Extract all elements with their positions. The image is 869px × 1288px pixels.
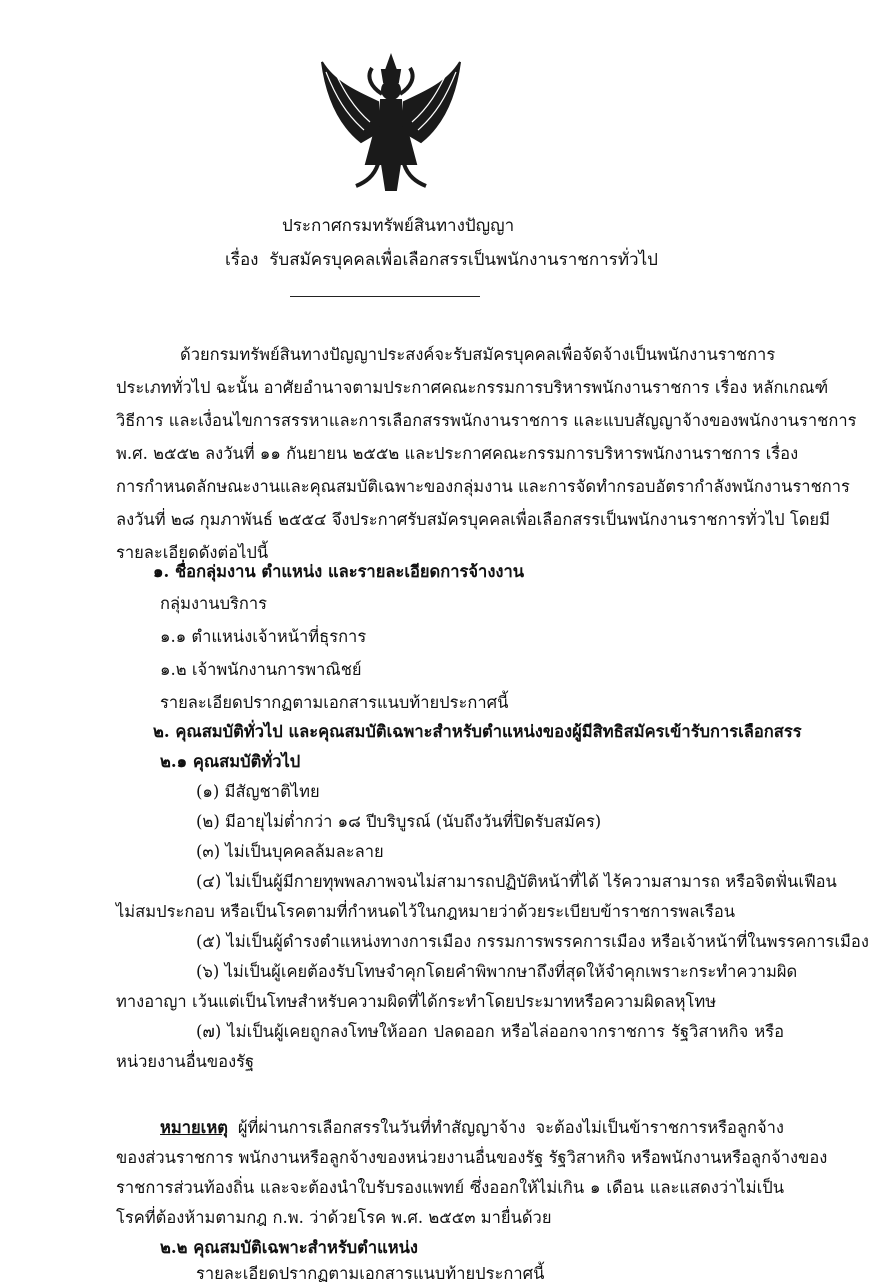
section2-sub2: ๒.๒ คุณสมบัติเฉพาะสำหรับตำแหน่ง — [160, 1238, 418, 1257]
intro-line: วิธีการ และเงื่อนไขการสรรหาและการเลือกสรรพนักงานราชการ และแบบสัญญาจ้างของพนักงานราชการ — [116, 411, 857, 430]
note-line: โรคที่ต้องห้ามตามกฎ ก.พ. ว่าด้วยโรค พ.ศ. ๒๕๕๓ มายื่นด้วย — [116, 1208, 552, 1227]
note-line: ราชการส่วนท้องถิ่น และจะต้องนำใบรับรองแพทย์ ซึ่งออกให้ไม่เกิน ๑ เดือน และแสดงว่าไม่เป็น — [116, 1178, 784, 1197]
note-line — [160, 1118, 784, 1138]
section1-detail: รายละเอียดปรากฏตามเอกสารแนบท้ายประกาศนี้ — [160, 693, 509, 712]
qualification-item: (๕) ไม่เป็นผู้ดำรงตำแหน่งทางการเมือง กรรมการพรรคการเมือง หรือเจ้าหน้าที่ในพรรคการเมือง — [196, 932, 869, 951]
qualification-item-cont: หน่วยงานอื่นของรัฐ — [116, 1052, 255, 1071]
section1-item: ๑.๒ เจ้าพนักงานการพาณิชย์ — [160, 660, 362, 679]
intro-line: พ.ศ. ๒๕๕๒ ลงวันที่ ๑๑ กันยายน ๒๕๕๒ และประกาศคณะกรรมการบริหารพนักงานราชการ เรื่อง — [116, 444, 799, 463]
note-text: ผู้ที่ผ่านการเลือกสรรในวันที่ทำสัญญาจ้าง จะต้องไม่เป็นข้าราชการหรือลูกจ้าง — [237, 1118, 784, 1137]
intro-line: การกำหนดลักษณะงานและคุณสมบัติเฉพาะของกลุ่มงาน และการจัดทำกรอบอัตรากำลังพนักงานราชการ — [116, 477, 850, 496]
intro-line: ด้วยกรมทรัพย์สินทางปัญญาประสงค์จะรับสมัครบุคคลเพื่อจัดจ้างเป็นพนักงานราชการ — [180, 345, 776, 364]
section1-item: ๑.๑ ตำแหน่งเจ้าหน้าที่ธุรการ — [160, 627, 367, 646]
qualification-item-cont: ทางอาญา เว้นแต่เป็นโทษสำหรับความผิดที่ได้กระทำโดยประมาทหรือความผิดลหุโทษ — [116, 992, 717, 1011]
intro-line: รายละเอียดดังต่อไปนี้ — [116, 543, 269, 562]
section2-heading: ๒. คุณสมบัติทั่วไป และคุณสมบัติเฉพาะสำหรับตำแหน่งของผู้มีสิทธิสมัครเข้ารับการเลือกสรร — [153, 722, 802, 741]
section2-sub1: ๒.๑ คุณสมบัติทั่วไป — [160, 752, 301, 771]
qualification-item: (๑) มีสัญชาติไทย — [196, 782, 320, 801]
intro-line: ประเภททั่วไป ฉะนั้น อาศัยอำนาจตามประกาศคณะกรรมการบริหารพนักงานราชการ เรื่อง หลักเกณฑ์ — [116, 378, 829, 397]
subject-text: รับสมัครบุคคลเพื่อเลือกสรรเป็นพนักงานราชการทั่วไป — [269, 250, 658, 270]
section1-group: กลุ่มงานบริการ — [160, 594, 268, 613]
qualification-item: (๓) ไม่เป็นบุคคลล้มละลาย — [196, 842, 384, 861]
note-line: ของส่วนราชการ พนักงานหรือลูกจ้างของหน่วยงานอื่นของรัฐ รัฐวิสาหกิจ หรือพนักงานหรือลูกจ้างของ — [116, 1148, 828, 1167]
section2-sub2-detail: รายละเอียดปรากฏตามเอกสารแนบท้ายประกาศนี้ — [196, 1264, 545, 1283]
note-label: หมายเหตุ — [160, 1118, 228, 1137]
announcement-title: ประกาศกรมทรัพย์สินทางปัญญา — [282, 216, 515, 236]
title-divider — [290, 296, 480, 297]
garuda-emblem-icon — [316, 52, 466, 197]
subject-label: เรื่อง — [225, 250, 259, 270]
intro-line: ลงวันที่ ๒๘ กุมภาพันธ์ ๒๕๕๔ จึงประกาศรับสมัครบุคคลเพื่อเลือกสรรเป็นพนักงานราชการทั่วไป โดยมี — [116, 510, 830, 529]
qualification-item: (๒) มีอายุไม่ต่ำกว่า ๑๘ ปีบริบูรณ์ (นับถึงวันที่ปิดรับสมัคร) — [196, 812, 602, 831]
qualification-item: (๗) ไม่เป็นผู้เคยถูกลงโทษให้ออก ปลดออก หรือไล่ออกจากราชการ รัฐวิสาหกิจ หรือ — [196, 1022, 784, 1041]
announcement-subject — [225, 246, 658, 273]
qualification-item-cont: ไม่สมประกอบ หรือเป็นโรคตามที่กำหนดไว้ในกฎหมายว่าด้วยระเบียบข้าราชการพลเรือน — [116, 902, 736, 921]
qualification-item: (๔) ไม่เป็นผู้มีกายทุพพลภาพจนไม่สามารถปฏิบัติหน้าที่ได้ ไร้ความสามารถ หรือจิตฟั่นเฟือน — [196, 872, 837, 891]
section1-heading: ๑. ชื่อกลุ่มงาน ตำแหน่ง และรายละเอียดการจ้างงาน — [153, 562, 524, 581]
qualification-item: (๖) ไม่เป็นผู้เคยต้องรับโทษจำคุกโดยคำพิพากษาถึงที่สุดให้จำคุกเพราะกระทำความผิด — [196, 962, 798, 981]
